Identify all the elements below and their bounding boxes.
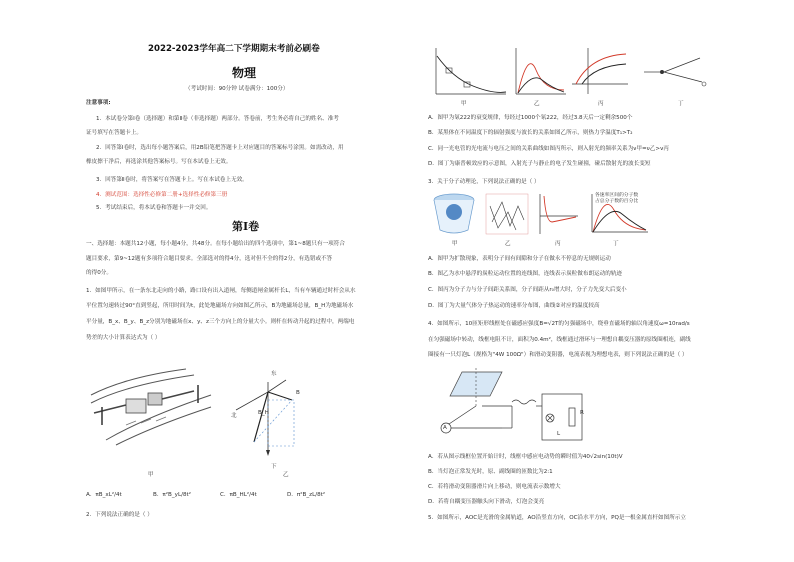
q4-stem: 圈接有一只灯泡L（规格为"4W 100Ω"）和滑动变阻器，电流表视为理想电表，则下列说法正确的是（ ） [428,352,688,358]
q1-option-b: B．π²B_yL/8t² [153,492,191,498]
q1-option-c: C．πB_HL²/4t [220,492,257,498]
q1-option-d: D．π²B_zL/8t² [287,492,326,498]
q3-fig-label-ding: 丁 [613,241,619,247]
notice-line: 5．考试结束后，将本试卷和答题卡一并交回。 [96,205,212,211]
q3-figure-yi [484,192,530,236]
notice-line: 证号填写在答题卡上。 [86,130,142,136]
q2-figure-yi [510,44,568,102]
q4-option-b: B．当灯泡正常发光时，原、副线圈的匝数比为2:1 [428,469,553,475]
notice-line: 4．测试范围：选择性必修第二册+选择性必修第三册 [96,192,228,198]
q4-option-c: C．若将滑动变阻器滑片向上移动，则电流表示数增大 [428,484,561,490]
q2-option-a: A．图甲为氡222的衰变规律，每经过1000个氡222，经过3.8天后一定剩余500个 [428,115,633,121]
q3-stem: 3．关于分子动理论，下列说法正确的是（ ） [428,179,540,185]
q1-label-east: 东 [271,371,277,377]
notice-line: 1．本试卷分第Ⅰ卷（选择题）和第Ⅱ卷（非选择题）两部分。答卷前，考生务必将自己的姓名、准考 [96,116,339,122]
q5-stem: 5．如图所示，AOC是光滑的金属轨道，AO沿竖直方向，OC沿水平方向，PQ是一根金属直杆如图所示立 [428,515,686,521]
q1-stem: 1．如图甲所示，在一条东北走向的小路，路口设有出入道闸，每侧道闸金属杆长L，当有车辆通过时杆会从水 [86,288,356,294]
exam-info: （考试时间：90分钟 试卷满分：100分） [185,86,289,92]
q1-figure-jia [86,355,216,447]
exam-title: 2022-2023学年高二下学期期末考前必刷卷 [148,44,320,54]
q2-option-d: D．图丁为康普顿效应的示意图，入射光子与静止的电子发生碰撞，碰后散射光的波长变短 [428,161,651,167]
q2-fig-label-jia: 甲 [461,101,467,107]
q4-circuit-figure [432,366,592,446]
q1-label-bh: B_H [258,410,269,416]
q1-figure-yi [226,372,316,464]
q1-fig-label-jia: 甲 [148,472,154,478]
q1-option-a: A．πB_xL²/4t [86,492,122,498]
q3-option-d: D．图丁为大量气体分子热运动的速率分布图，曲线②对应的温度较高 [428,303,600,309]
q1-label-north: 北 [231,413,237,419]
part1-intro: 题目要求，第9~12题有多项符合题目要求。全部选对的得4分，选对但不全的得2分，有选错或不答 [86,256,333,262]
notice-heading: 注意事项: [86,100,111,106]
q2-fig-label-yi: 乙 [534,101,540,107]
q2-option-b: B．某黑体在不同温度下的辐射强度与波长的关系如图乙所示，则热力学温度T₁>T₂ [428,130,633,136]
q3-fig-label-jia: 甲 [452,241,458,247]
q4-label-resistor: R [580,410,584,416]
q1-label-down: 下 [271,464,277,470]
q1-stem: 平位置匀速转过90°直到竖起，所用时间为t，此处地磁场方向如图乙所示，B为地磁场总量，B_H为地磁场水 [86,303,354,309]
q4-label-lamp: L [557,431,561,437]
q1-stem: 平分量，B_x、B_y、B_z分别为地磁场在x、y、z三个方向上的分量大小。则杆在转动升起的过程中，两端电 [86,319,355,325]
q4-stem: 在匀强磁场中转动，线框电阻不计，面积为0.4m²，线框通过滑环与一理想自耦变压器的原线圈相连，副线 [428,337,691,343]
q4-label-ammeter: A [443,425,447,431]
q4-option-d: D．若将自耦变压器触头向下滑动，灯泡会变亮 [428,499,545,505]
q4-stem: 4．如图所示，10匝矩形线框处在磁感应强度B=√2T的匀强磁场中，绕垂直磁场的轴以角速度ω=10rad/s [428,321,690,327]
q2-figure-ding [640,44,722,102]
q3-option-c: C．图丙为分子力与分子间距关系图，分子间距从r₀增大时，分子力先变大后变小 [428,287,627,293]
q2-stem: 2．下列说法正确的是（ ） [86,512,153,518]
q4-option-a: A．若从图示线框位置开始计时，线框中感应电动势的瞬时值为40√2sin(10t)V [428,454,623,460]
q3-fig-caption: 各速率区间的分子数 [595,193,639,198]
q3-option-b: B．图乙为水中悬浮的炭粒运动位置的连线图，连线表示炭粒做布朗运动的轨迹 [428,271,623,277]
section-title: 第Ⅰ卷 [232,220,260,233]
q3-fig-label-bing: 丙 [555,241,561,247]
q2-figure-jia [428,44,510,102]
notice-line: 2．回答第Ⅰ卷时，选出每小题答案后，用2B铅笔把答题卡上对应题目的答案标号涂黑。如需改动，用 [96,145,344,151]
q3-fig-caption: 占总分子数的百分比 [595,199,639,204]
q1-label-b: B [296,390,300,396]
q3-figure-jia [430,190,478,240]
q2-fig-label-bing: 丙 [598,101,604,107]
q2-option-c: C．同一光电管的光电流与电压之间的关系曲线如图丙所示，则入射光的频率关系为ν甲=ν乙>ν丙 [428,146,669,152]
q3-fig-label-yi: 乙 [505,241,511,247]
part1-intro: 的得0分。 [86,270,112,276]
q1-stem: 势差的大小计算表达式为（ ） [86,335,161,341]
q2-figure-bing [570,44,630,102]
part1-intro: 一、选择题：本题共12小题，每小题4分，共48分。在每小题给出的四个选项中，第1~8题只有一项符合 [86,241,345,247]
subject-title: 物理 [232,66,257,80]
notice-line: 橡皮擦干净后，再选涂其他答案标号。写在本试卷上无效。 [86,159,232,165]
q2-fig-label-ding: 丁 [678,101,684,107]
q3-option-a: A．图甲为扩散现象，表明分子间有间隙和分子在做永不停息的无规则运动 [428,256,611,262]
notice-line: 3．回答第Ⅱ卷时，将答案写在答题卡上。写在本试卷上无效。 [96,177,248,183]
q1-fig-label-yi: 乙 [283,472,289,478]
q3-figure-bing [536,192,580,236]
